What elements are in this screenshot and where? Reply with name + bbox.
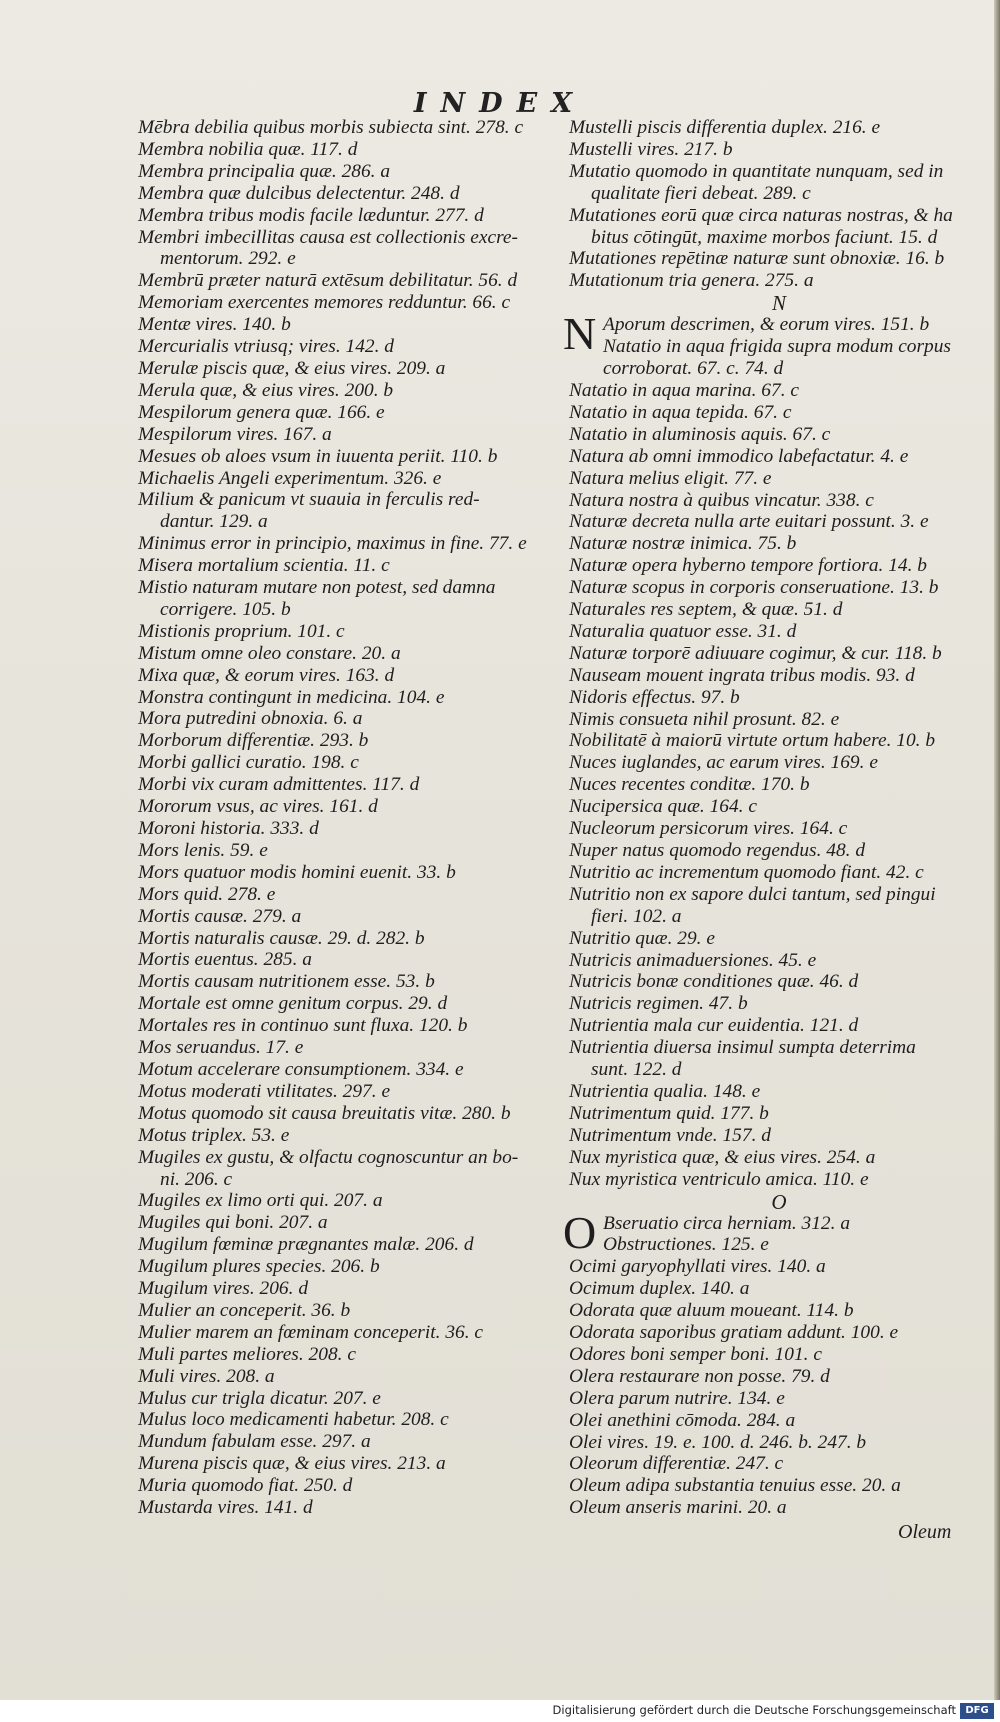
- index-entry: Mos seruandus. 17. e: [138, 1037, 304, 1059]
- index-entry: Mustarda vires. 141. d: [138, 1497, 313, 1519]
- index-entry: Oleorum differentiæ. 247. c: [569, 1453, 784, 1475]
- catchword: Oleum: [898, 1521, 952, 1543]
- index-entry: Milium & panicum vt suauia in ferculis red-: [138, 489, 480, 511]
- index-entry: Mors lenis. 59. e: [138, 839, 268, 861]
- index-entry: Mortis causæ. 279. a: [138, 905, 302, 927]
- index-entry: Oleum anseris marini. 20. a: [569, 1497, 787, 1519]
- index-entry: Mulier an conceperit. 36. b: [138, 1299, 351, 1321]
- index-entry: Odorata saporibus gratiam addunt. 100. e: [569, 1322, 899, 1344]
- index-entry: Memoriam exercentes memores redduntur. 66. c: [138, 292, 511, 314]
- index-entry: Muria quomodo fiat. 250. d: [138, 1475, 353, 1497]
- m-entries: [569, 117, 989, 292]
- index-entry: Olei vires. 19. e. 100. d. 246. b. 247. b: [569, 1431, 867, 1453]
- index-entry: Obstructiones. 125. e: [603, 1234, 769, 1256]
- index-entry: Membra tribus modis facile læduntur. 277. d: [138, 204, 484, 226]
- index-entry: Motus moderati vtilitates. 297. e: [138, 1080, 391, 1102]
- footer-bar: [0, 1700, 1000, 1722]
- index-entry: Mors quatuor modis homini euenit. 33. b: [138, 861, 456, 883]
- index-entry: Mentæ vires. 140. b: [138, 314, 291, 336]
- index-entry: Morbi gallici curatio. 198. c: [138, 752, 359, 774]
- index-entry-continuation: ni. 206. c: [160, 1168, 233, 1190]
- index-entry: Membra quæ dulcibus delectentur. 248. d: [138, 182, 460, 204]
- index-entry: Muli partes meliores. 208. c: [138, 1343, 356, 1365]
- index-entry: Mortales res in continuo sunt fluxa. 120. b: [138, 1015, 468, 1037]
- index-entry: Mulus cur trigla dicatur. 207. e: [138, 1387, 381, 1409]
- index-entry: Nutricis bonæ conditiones quæ. 46. d: [569, 971, 859, 993]
- index-entry: Nuces recentes conditæ. 170. b: [569, 774, 810, 796]
- index-entry: Nutrientia diuersa insimul sumpta deterrima: [569, 1037, 916, 1059]
- index-entry: Misera mortalium scientia. 11. c: [138, 555, 390, 577]
- index-entry: Nutrimentum vnde. 157. d: [569, 1124, 771, 1146]
- index-entry: Mutationes eorū quæ circa naturas nostras, & ha: [569, 204, 953, 226]
- funding-note: Digitalisierung gefördert durch die Deutsche Forschungsgemeinschaft: [552, 1703, 956, 1717]
- index-entry: Mulier marem an fœminam conceperit. 36. c: [138, 1321, 484, 1343]
- index-entry: Nutrimentum quid. 177. b: [569, 1102, 769, 1124]
- index-entry-continuation: corrigere. 105. b: [160, 598, 291, 620]
- index-entry: Mutatio quomodo in quantitate nunquam, sed in: [569, 160, 944, 182]
- index-entry: Membrū præter naturā extēsum debilitatur. 56. d: [138, 270, 518, 292]
- index-entry: Morborum differentiæ. 293. b: [138, 730, 369, 752]
- index-entry: Nutritio quæ. 29. e: [569, 927, 715, 949]
- index-entry: Merulæ piscis quæ, & eius vires. 209. a: [138, 357, 446, 379]
- index-entry: Mortis euentus. 285. a: [138, 949, 312, 971]
- index-entry-continuation: sunt. 122. d: [591, 1059, 682, 1081]
- index-entry: Mugiles qui boni. 207. a: [138, 1212, 328, 1234]
- index-entry: Aporum descrimen, & eorum vires. 151. b: [603, 314, 930, 336]
- index-entry: Motum accelerare consumptionem. 334. e: [138, 1058, 464, 1080]
- index-entry: Naturæ scopus in corporis conseruatione. 13. b: [569, 577, 939, 599]
- index-entry-continuation: mentorum. 292. e: [160, 248, 296, 270]
- index-entry-continuation: qualitate fieri debeat. 289. c: [591, 182, 811, 204]
- section-letter-n: N: [771, 291, 786, 316]
- index-entry: Mugiles ex gustu, & olfactu cognoscuntur an bo-: [138, 1146, 519, 1168]
- index-entry: Naturæ torporē adiuuare cogimur, & cur. 118. b: [569, 642, 942, 664]
- index-entry: Monstra contingunt in medicina. 104. e: [138, 686, 445, 708]
- index-entry: Bseruatio circa herniam. 312. a: [603, 1212, 851, 1234]
- index-entry: Ocimum duplex. 140. a: [569, 1278, 750, 1300]
- index-entry: Mora putredini obnoxia. 6. a: [138, 708, 363, 730]
- index-entry: Naturæ opera hyberno tempore fortiora. 14. b: [569, 555, 927, 577]
- page-header: INDEX: [413, 88, 587, 119]
- index-entry: Naturæ decreta nulla arte euitari possunt. 3. e: [569, 511, 929, 533]
- index-entry: Mustelli vires. 217. b: [569, 138, 733, 160]
- index-entry: Natatio in aluminosis aquis. 67. c: [569, 423, 831, 445]
- index-entry: Mororum vsus, ac vires. 161. d: [138, 796, 378, 818]
- index-entry: Nimis consueta nihil prosunt. 82. e: [569, 708, 840, 730]
- index-entry: Nuces iuglandes, ac earum vires. 169. e: [569, 752, 878, 774]
- index-entry: Nucleorum persicorum vires. 164. c: [569, 818, 848, 840]
- index-entry: Motus quomodo sit causa breuitatis vitæ. 280. b: [138, 1102, 511, 1124]
- index-entry-continuation: corroborat. 67. c. 74. d: [603, 358, 784, 380]
- index-entry: Mesues ob aloes vsum in iuuenta periit. 110. b: [138, 445, 498, 467]
- index-entry: Mixa quæ, & eorum vires. 163. d: [138, 664, 395, 686]
- index-entry: Michaelis Angeli experimentum. 326. e: [138, 467, 442, 489]
- index-entry: Natura melius eligit. 77. e: [569, 467, 772, 489]
- index-entry: Mors quid. 278. e: [138, 883, 276, 905]
- index-entry: Membra principalia quæ. 286. a: [138, 160, 391, 182]
- index-entry: Mortis naturalis causæ. 29. d. 282. b: [138, 927, 425, 949]
- index-entry: Nutritio ac incrementum quomodo fiant. 42. c: [569, 861, 924, 883]
- index-entry: Mulus loco medicamenti habetur. 208. c: [138, 1409, 449, 1431]
- right-column: [563, 117, 989, 1519]
- index-entry: Natura ab omni immodico labefactatur. 4. e: [569, 445, 909, 467]
- index-entry: Mistionis proprium. 101. c: [138, 620, 345, 642]
- index-entry: Nux myristica quæ, & eius vires. 254. a: [569, 1146, 876, 1168]
- index-entry-continuation: dantur. 129. a: [160, 511, 268, 533]
- index-entry: Merula quæ, & eius vires. 200. b: [138, 379, 394, 401]
- index-entry: Nuper natus quomodo regendus. 48. d: [569, 840, 866, 861]
- index-entry: Olera parum nutrire. 134. e: [569, 1387, 785, 1409]
- index-entry: Nauseam mouent ingrata tribus modis. 93. d: [569, 664, 915, 686]
- index-entry: Natatio in aqua frigida supra modum corpus: [603, 336, 951, 358]
- o-entries: [569, 1256, 989, 1519]
- index-entry: Mespilorum genera quæ. 166. e: [138, 401, 385, 423]
- index-entry: Naturæ nostræ inimica. 75. b: [569, 533, 797, 555]
- index-entry: Nucipersica quæ. 164. c: [569, 796, 757, 818]
- index-entry: Murena piscis quæ, & eius vires. 213. a: [138, 1453, 446, 1475]
- left-column: [138, 117, 548, 1519]
- index-entry: Nutricis regimen. 47. b: [569, 993, 748, 1015]
- index-entry: Naturalia quatuor esse. 31. d: [569, 620, 797, 642]
- index-entry: Motus triplex. 53. e: [138, 1124, 290, 1146]
- index-entry: Mugiles ex limo orti qui. 207. a: [138, 1190, 383, 1212]
- index-entry: Mercurialis vtriusq; vires. 142. d: [138, 336, 394, 358]
- index-entry: Morbi vix curam admittentes. 117. d: [138, 774, 420, 796]
- index-entry: Muli vires. 208. a: [138, 1365, 275, 1387]
- index-entry: Membra nobilia quæ. 117. d: [138, 138, 358, 160]
- section-letter-o: O: [771, 1189, 787, 1214]
- index-entry: Nobilitatē à maiorū virtute ortum habere. 10. b: [569, 730, 936, 752]
- index-entry: Nutricis animaduersiones. 45. e: [569, 949, 817, 971]
- index-entry: Oleum adipa substantia tenuius esse. 20. a: [569, 1475, 901, 1497]
- index-entry: Mēbra debilia quibus morbis subiecta sint. 278. c: [138, 117, 524, 138]
- n-first-entries: [563, 308, 989, 380]
- index-entry: Minimus error in principio, maximus in fine. 77. e: [138, 533, 527, 555]
- index-entry: Mugilum plures species. 206. b: [138, 1256, 380, 1278]
- index-entry: Nutrientia mala cur euidentia. 121. d: [569, 1015, 859, 1037]
- index-entry: Membri imbecillitas causa est collectionis excre-: [138, 226, 518, 248]
- index-entry: Nux myristica ventriculo amica. 110. e: [569, 1168, 869, 1190]
- index-entry: Mutationum tria genera. 275. a: [569, 270, 814, 292]
- index-entry: Natatio in aqua marina. 67. c: [569, 379, 799, 401]
- index-entry: Naturales res septem, & quæ. 51. d: [569, 599, 843, 621]
- index-entry: Natatio in aqua tepida. 67. c: [569, 401, 792, 423]
- drop-initial-o: O: [563, 1206, 597, 1258]
- dfg-logo: DFG: [960, 1703, 994, 1719]
- index-entry: Olera restaurare non posse. 79. d: [569, 1365, 830, 1387]
- index-entry: Mortis causam nutritionem esse. 53. b: [138, 971, 435, 993]
- index-entry: Ocimi garyophyllati vires. 140. a: [569, 1256, 826, 1278]
- index-entry: Olei anethini cōmoda. 284. a: [569, 1409, 796, 1431]
- index-entry-continuation: bitus cōtingūt, maxime morbos faciunt. 15. d: [591, 226, 938, 248]
- index-entry: Mutationes repētinæ naturæ sunt obnoxiæ. 16. b: [569, 248, 945, 270]
- index-entry: Odores boni semper boni. 101. c: [569, 1343, 822, 1365]
- index-entry: Mistio naturam mutare non potest, sed damna: [138, 577, 496, 599]
- index-entry: Odorata quæ aluum moueant. 114. b: [569, 1300, 854, 1322]
- index-entry: Nutrientia qualia. 148. e: [569, 1080, 761, 1102]
- index-entry: Moroni historia. 333. d: [138, 818, 319, 839]
- index-entry: Mespilorum vires. 167. a: [138, 423, 332, 445]
- o-first-entries: [563, 1206, 989, 1258]
- index-entry: Mortale est omne genitum corpus. 29. d: [138, 993, 448, 1015]
- index-entry: Mustelli piscis differentia duplex. 216. e: [569, 117, 881, 138]
- index-entry: Mundum fabulam esse. 297. a: [138, 1431, 371, 1453]
- index-entry: Mugilum vires. 206. d: [138, 1278, 309, 1300]
- index-entry: Nidoris effectus. 97. b: [569, 686, 740, 708]
- drop-initial-n: N: [563, 308, 597, 360]
- index-entry-continuation: fieri. 102. a: [591, 905, 682, 927]
- index-entry: Mistum omne oleo constare. 20. a: [138, 642, 401, 664]
- index-entry: Mugilum fœminæ prægnantes malæ. 206. d: [138, 1234, 474, 1256]
- index-entry: Natura nostra à quibus vincatur. 338. c: [569, 489, 874, 511]
- n-entries: [569, 380, 989, 1191]
- index-entry: Nutritio non ex sapore dulci tantum, sed pingui: [569, 883, 936, 905]
